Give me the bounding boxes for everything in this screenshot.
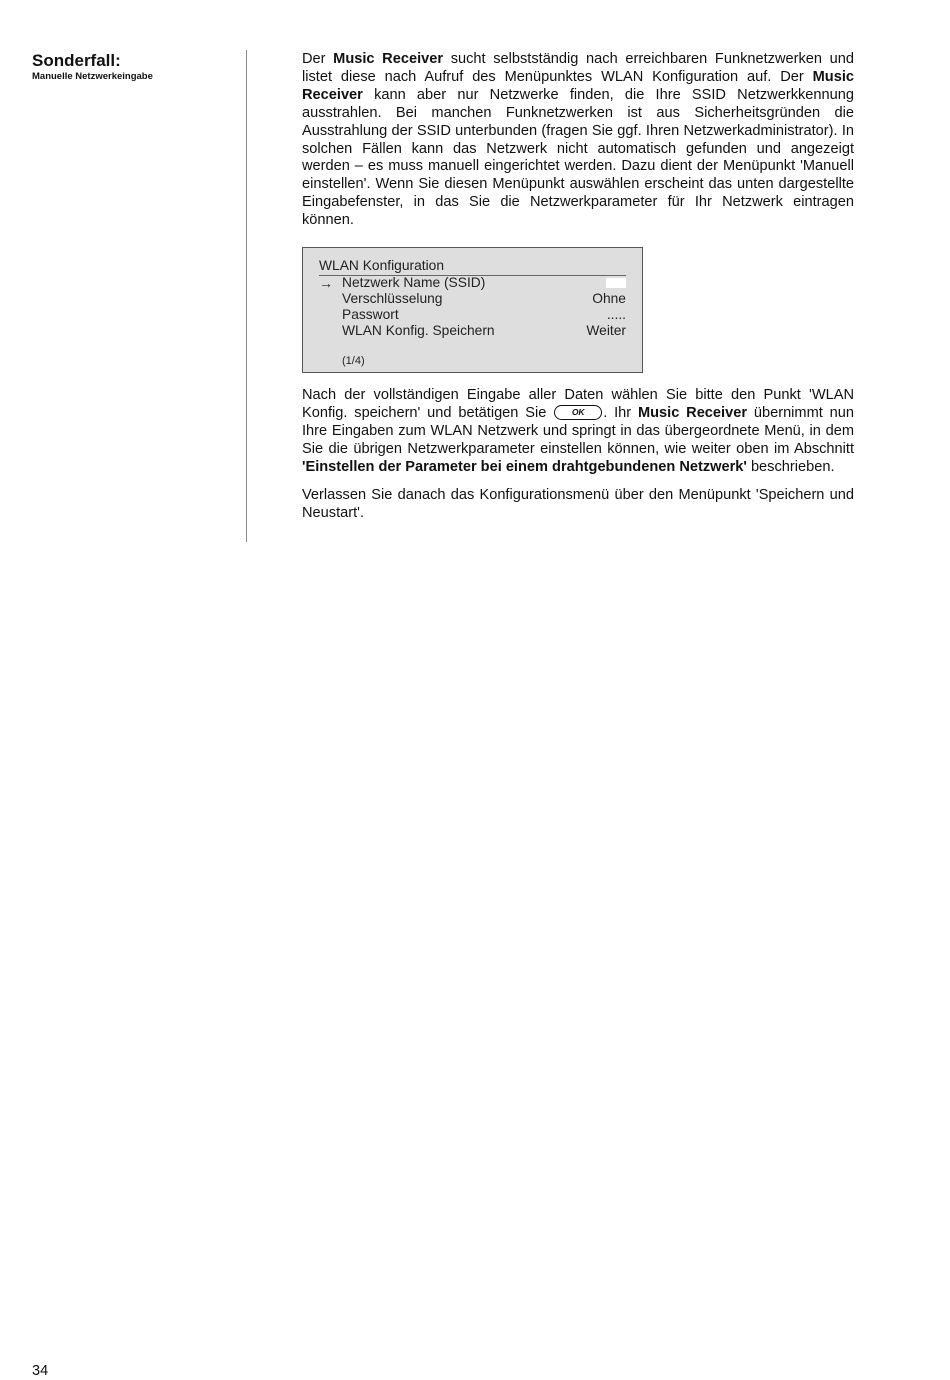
menu-item-label: Verschlüsselung (342, 291, 443, 307)
menu-item-label: WLAN Konfig. Speichern (342, 323, 495, 339)
menu-item-label: Passwort (342, 307, 399, 323)
menu-item-encryption (319, 291, 626, 307)
menu-item-value: Weiter (586, 323, 626, 339)
selection-arrow-icon: → (319, 275, 333, 292)
intro-paragraph: Der Music Receiver sucht selbstständig nach erreichbaren Funknetzwerken und listet diese nach Aufruf des Menüpunktes WLAN Konfiguration auf. Der Music Receiver kann aber nur Netzwerke finden, die Ihre SSID Netzwerkkennung ausstrahlen. Bei manchen Funknetzwerken ist aus Sicherheitsgründen die Ausstrahlung der SSID unterbunden (fragen Sie ggf. Ihren Netzwerkadministrator). In solchen Fällen kann das Netzwerk nicht automatisch gefunden und angezeigt werden – es muss manuell eingerichtet werden. Dazu dient der Menüpunkt 'Manuell einstellen'. Wenn Sie diesen Menüpunkt auswählen erscheint das unten dargestellte Eingabefenster, in das Sie die Netzwerkparameter für Ihr Netzwerk eintragen können. (302, 51, 854, 229)
menu-item-label: Netzwerk Name (SSID) (342, 275, 486, 291)
menu-item-value: Ohne (592, 291, 626, 307)
ssid-input-field (606, 278, 626, 288)
main-content (302, 51, 854, 522)
menu-item-save (319, 323, 626, 339)
instructions-paragraph: Nach der vollständigen Eingabe aller Daten wählen Sie bitte den Punkt 'WLAN Konfig. speichern' und betätigen Sie OK . Ihr Music Receiver übernimmt nun Ihre Eingaben zum WLAN Netzwerk und springt in das übergeordnete Menü, in dem Sie die übrigen Netzwerkparameter einstellen können, wie weiter oben im Abschnitt 'Einstellen der Parameter bei einem drahtgebundenen Netzwerk' beschrieben. (302, 387, 854, 475)
section-title: Sonderfall: (32, 51, 121, 70)
menu-item-ssid (319, 275, 626, 291)
ok-button-icon: OK (554, 405, 602, 420)
menu-page-indicator: (1/4) (342, 355, 365, 368)
section-subtitle: Manuelle Netzwerkeingabe (32, 71, 153, 82)
wlan-config-screen (302, 247, 643, 373)
section-heading (32, 51, 232, 83)
menu-title: WLAN Konfiguration (319, 258, 626, 276)
menu-item-password (319, 307, 626, 323)
column-divider (246, 50, 247, 542)
page-number: 34 (32, 1363, 49, 1379)
menu-item-value: ..... (606, 307, 626, 323)
closing-paragraph: Verlassen Sie danach das Konfigurationsmenü über den Menüpunkt 'Speichern und Neustart'. (302, 486, 854, 521)
